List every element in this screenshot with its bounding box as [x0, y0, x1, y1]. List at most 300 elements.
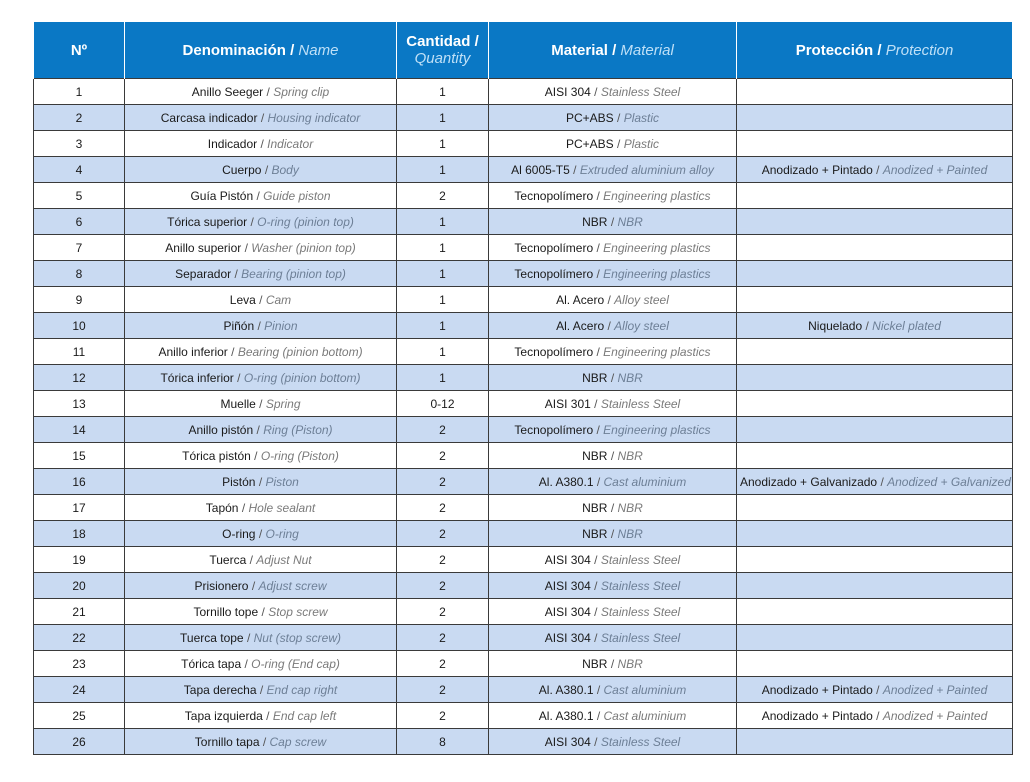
- part-material-en: Alloy steel: [614, 318, 669, 333]
- part-material-es: AISI 304: [544, 84, 591, 99]
- part-quantity: 2: [439, 448, 446, 463]
- part-material-es: AISI 304: [544, 578, 591, 593]
- part-material-es: Al. Acero: [556, 292, 605, 307]
- part-name-es: Tapa derecha: [183, 682, 257, 697]
- part-quantity: 2: [439, 188, 446, 203]
- cell-separator: /: [262, 708, 273, 723]
- cell-quantity: [397, 547, 489, 573]
- part-name-en: O-ring (pinion top): [257, 214, 354, 229]
- header-material-en: Material: [620, 41, 674, 59]
- header-name-en: Name: [298, 41, 339, 59]
- part-material-en: Cast aluminium: [603, 474, 687, 489]
- cell-material: [489, 573, 737, 599]
- cell-separator: /: [256, 682, 267, 697]
- part-number: 9: [75, 292, 83, 307]
- part-quantity: 2: [439, 708, 446, 723]
- cell-separator: /: [255, 396, 266, 411]
- cell-separator: /: [590, 396, 601, 411]
- part-material-es: Al. A380.1: [538, 474, 594, 489]
- part-quantity: 1: [439, 110, 446, 125]
- cell-separator: /: [593, 708, 604, 723]
- table-row: [34, 495, 1013, 521]
- cell-quantity: [397, 391, 489, 417]
- cell-separator: /: [231, 266, 242, 281]
- cell-material: [489, 599, 737, 625]
- part-name-en: Spring clip: [273, 84, 330, 99]
- part-material-en: Engineering plastics: [603, 188, 711, 203]
- cell-quantity: [397, 443, 489, 469]
- cell-separator: /: [607, 448, 618, 463]
- part-name-en: Ring (Piston): [263, 422, 333, 437]
- cell-separator: /: [590, 578, 601, 593]
- part-name-es: Indicador: [207, 136, 258, 151]
- cell-material: [489, 261, 737, 287]
- part-name-es: Muelle: [220, 396, 256, 411]
- cell-protection: [737, 417, 1013, 443]
- cell-material: [489, 495, 737, 521]
- cell-separator: /: [255, 526, 266, 541]
- cell-name: [125, 417, 397, 443]
- cell-material: [489, 469, 737, 495]
- part-name-es: Pistón: [222, 474, 256, 489]
- cell-separator: /: [259, 734, 270, 749]
- part-material-es: AISI 301: [544, 396, 591, 411]
- part-number: 4: [75, 162, 83, 177]
- cell-quantity: [397, 105, 489, 131]
- cell-material: [489, 287, 737, 313]
- cell-material: [489, 339, 737, 365]
- cell-name: [125, 573, 397, 599]
- part-number: 13: [72, 396, 86, 411]
- part-name-en: Spring: [265, 396, 301, 411]
- cell-separator: /: [227, 344, 238, 359]
- header-name: [125, 22, 397, 79]
- part-material-es: Tecnopolímero: [514, 344, 594, 359]
- cell-name: [125, 677, 397, 703]
- part-number: 10: [72, 318, 86, 333]
- part-material-en: Stainless Steel: [600, 578, 681, 593]
- cell-number: [34, 391, 125, 417]
- cell-protection: [737, 625, 1013, 651]
- part-material-es: NBR: [582, 448, 608, 463]
- table-row: [34, 573, 1013, 599]
- part-material-es: PC+ABS: [565, 136, 614, 151]
- part-name-en: Bearing (pinion bottom): [237, 344, 363, 359]
- cell-separator: /: [257, 136, 268, 151]
- part-material-en: Stainless Steel: [600, 604, 681, 619]
- part-material-es: Al. A380.1: [538, 708, 594, 723]
- part-name-es: Leva: [229, 292, 256, 307]
- cell-quantity: [397, 339, 489, 365]
- table-header: [34, 22, 1013, 79]
- part-number: 12: [72, 370, 86, 385]
- cell-separator: /: [877, 474, 888, 489]
- table-row: [34, 157, 1013, 183]
- part-material-en: Stainless Steel: [600, 552, 681, 567]
- cell-number: [34, 339, 125, 365]
- header-quantity: [397, 22, 489, 79]
- cell-separator: /: [604, 292, 615, 307]
- cell-separator: /: [569, 162, 580, 177]
- cell-separator: /: [263, 84, 274, 99]
- part-material-es: AISI 304: [544, 734, 591, 749]
- cell-number: [34, 131, 125, 157]
- cell-protection: [737, 599, 1013, 625]
- cell-quantity: [397, 131, 489, 157]
- cell-separator: /: [593, 240, 604, 255]
- part-number: 24: [72, 682, 86, 697]
- part-name-en: O-ring (pinion bottom): [243, 370, 361, 385]
- part-protection-es: Anodizado + Pintado: [761, 708, 877, 723]
- cell-separator: /: [247, 214, 258, 229]
- header-protection-sep: /: [873, 41, 886, 59]
- cell-protection: [737, 495, 1013, 521]
- part-name-es: Anillo Seeger: [191, 84, 264, 99]
- part-number: 8: [75, 266, 83, 281]
- cell-quantity: [397, 729, 489, 755]
- table-row: [34, 235, 1013, 261]
- part-name-en: Cam: [265, 292, 292, 307]
- part-name-es: Tapón: [205, 500, 239, 515]
- part-protection-es: Niquelado: [808, 318, 863, 333]
- part-quantity: 2: [439, 656, 446, 671]
- part-number: 18: [72, 526, 86, 541]
- cell-material: [489, 105, 737, 131]
- part-number: 2: [75, 110, 83, 125]
- cell-name: [125, 183, 397, 209]
- cell-separator: /: [243, 630, 254, 645]
- cell-separator: /: [246, 552, 257, 567]
- cell-separator: /: [593, 682, 604, 697]
- part-protection-es: Anodizado + Pintado: [761, 682, 877, 697]
- cell-separator: /: [590, 734, 601, 749]
- cell-number: [34, 365, 125, 391]
- part-number: 6: [75, 214, 83, 229]
- cell-number: [34, 547, 125, 573]
- cell-separator: /: [258, 604, 269, 619]
- cell-material: [489, 183, 737, 209]
- part-quantity: 2: [439, 630, 446, 645]
- cell-separator: /: [238, 500, 249, 515]
- cell-protection: [737, 703, 1013, 729]
- cell-material: [489, 157, 737, 183]
- part-material-es: NBR: [582, 370, 608, 385]
- cell-protection: [737, 157, 1013, 183]
- cell-name: [125, 443, 397, 469]
- part-name-en: Cap screw: [269, 734, 327, 749]
- cell-separator: /: [593, 266, 604, 281]
- part-name-es: Tuerca: [209, 552, 247, 567]
- part-material-es: Tecnopolímero: [514, 188, 594, 203]
- table-row: [34, 677, 1013, 703]
- header-number: Nº: [34, 22, 125, 79]
- table-row: [34, 417, 1013, 443]
- cell-protection: [737, 131, 1013, 157]
- header-material: [489, 22, 737, 79]
- part-material-en: Alloy steel: [614, 292, 669, 307]
- part-material-en: NBR: [617, 656, 643, 671]
- cell-quantity: [397, 625, 489, 651]
- cell-material: [489, 677, 737, 703]
- part-material-es: AISI 304: [544, 630, 591, 645]
- part-quantity: 2: [439, 422, 446, 437]
- cell-name: [125, 313, 397, 339]
- cell-name: [125, 365, 397, 391]
- cell-name: [125, 105, 397, 131]
- part-number: 5: [75, 188, 83, 203]
- cell-separator: /: [607, 526, 618, 541]
- part-number: 11: [72, 344, 86, 359]
- cell-number: [34, 703, 125, 729]
- cell-number: [34, 651, 125, 677]
- cell-quantity: [397, 157, 489, 183]
- part-material-en: NBR: [617, 526, 643, 541]
- cell-material: [489, 651, 737, 677]
- cell-name: [125, 625, 397, 651]
- cell-name: [125, 599, 397, 625]
- part-material-es: Tecnopolímero: [514, 266, 594, 281]
- part-number: 3: [75, 136, 83, 151]
- cell-quantity: [397, 469, 489, 495]
- cell-separator: /: [261, 162, 272, 177]
- cell-separator: /: [593, 474, 604, 489]
- part-quantity: 2: [439, 500, 446, 515]
- part-material-es: Tecnopolímero: [514, 240, 594, 255]
- table-row: [34, 547, 1013, 573]
- part-quantity: 1: [439, 370, 446, 385]
- part-quantity: 1: [439, 214, 446, 229]
- part-number: 17: [72, 500, 86, 515]
- part-name-es: Separador: [175, 266, 232, 281]
- part-number: 19: [72, 552, 86, 567]
- cell-separator: /: [255, 292, 266, 307]
- part-name-es: Tornillo tapa: [194, 734, 260, 749]
- cell-protection: [737, 183, 1013, 209]
- cell-quantity: [397, 703, 489, 729]
- cell-material: [489, 625, 737, 651]
- cell-number: [34, 287, 125, 313]
- header-quantity-es: Cantidad /: [406, 33, 479, 50]
- cell-protection: [737, 677, 1013, 703]
- part-protection-en: Anodized + Painted: [882, 162, 988, 177]
- part-material-en: Cast aluminium: [603, 682, 687, 697]
- part-name-es: Cuerpo: [222, 162, 262, 177]
- cell-protection: [737, 469, 1013, 495]
- cell-quantity: [397, 495, 489, 521]
- part-material-en: Engineering plastics: [603, 422, 711, 437]
- cell-separator: /: [241, 656, 252, 671]
- part-material-es: AISI 304: [544, 552, 591, 567]
- cell-protection: [737, 209, 1013, 235]
- part-quantity: 1: [439, 344, 446, 359]
- cell-separator: /: [241, 240, 252, 255]
- cell-separator: /: [613, 136, 624, 151]
- cell-quantity: [397, 521, 489, 547]
- cell-protection: [737, 729, 1013, 755]
- part-number: 21: [72, 604, 86, 619]
- cell-name: [125, 79, 397, 105]
- part-protection-en: Nickel plated: [872, 318, 941, 333]
- cell-quantity: [397, 417, 489, 443]
- cell-quantity: [397, 183, 489, 209]
- cell-number: [34, 105, 125, 131]
- cell-separator: /: [876, 682, 883, 697]
- cell-number: [34, 313, 125, 339]
- part-quantity: 1: [439, 318, 446, 333]
- part-name-es: Tórica pistón: [182, 448, 251, 463]
- cell-name: [125, 469, 397, 495]
- cell-protection: [737, 651, 1013, 677]
- part-name-en: Adjust screw: [258, 578, 327, 593]
- cell-quantity: [397, 677, 489, 703]
- header-protection-en: Protection: [885, 41, 954, 59]
- part-name-en: Stop screw: [268, 604, 328, 619]
- cell-protection: [737, 443, 1013, 469]
- part-name-es: Tórica tapa: [181, 656, 242, 671]
- cell-number: [34, 157, 125, 183]
- table-row: [34, 599, 1013, 625]
- part-material-es: Al 6005-T5: [511, 162, 570, 177]
- part-protection-en: Anodized + Painted: [882, 708, 988, 723]
- part-material-es: NBR: [582, 500, 608, 515]
- cell-separator: /: [593, 344, 604, 359]
- part-material-en: Engineering plastics: [603, 266, 711, 281]
- cell-protection: [737, 365, 1013, 391]
- cell-quantity: [397, 651, 489, 677]
- part-quantity: 2: [439, 604, 446, 619]
- table-row: [34, 651, 1013, 677]
- cell-name: [125, 235, 397, 261]
- header-material-es: Material: [551, 41, 608, 59]
- cell-name: [125, 157, 397, 183]
- cell-quantity: [397, 79, 489, 105]
- cell-separator: /: [876, 708, 883, 723]
- cell-quantity: [397, 599, 489, 625]
- parts-table-container: [33, 22, 1012, 755]
- part-material-en: Stainless Steel: [600, 396, 681, 411]
- cell-quantity: [397, 287, 489, 313]
- table-row: [34, 79, 1013, 105]
- cell-separator: /: [590, 84, 601, 99]
- cell-material: [489, 235, 737, 261]
- cell-number: [34, 677, 125, 703]
- part-name-es: Tornillo tope: [193, 604, 259, 619]
- part-quantity: 1: [439, 84, 446, 99]
- part-name-en: Hole sealant: [248, 500, 316, 515]
- part-quantity: 1: [439, 240, 446, 255]
- cell-separator: /: [248, 578, 259, 593]
- part-material-es: AISI 304: [544, 604, 591, 619]
- cell-material: [489, 521, 737, 547]
- part-name-es: Prisionero: [194, 578, 249, 593]
- cell-name: [125, 339, 397, 365]
- cell-protection: [737, 105, 1013, 131]
- cell-material: [489, 443, 737, 469]
- cell-number: [34, 729, 125, 755]
- part-number: 20: [72, 578, 86, 593]
- part-quantity: 2: [439, 552, 446, 567]
- part-quantity: 1: [439, 292, 446, 307]
- cell-name: [125, 495, 397, 521]
- header-name-es: Denominación: [182, 41, 286, 59]
- header-name-sep: /: [285, 41, 299, 59]
- part-quantity: 0-12: [430, 396, 455, 411]
- part-number: 14: [72, 422, 86, 437]
- cell-separator: /: [233, 370, 244, 385]
- part-quantity: 2: [439, 474, 446, 489]
- cell-separator: /: [255, 474, 266, 489]
- part-quantity: 8: [439, 734, 446, 749]
- part-material-en: Engineering plastics: [603, 240, 711, 255]
- part-material-es: NBR: [582, 214, 608, 229]
- table-row: [34, 625, 1013, 651]
- cell-number: [34, 417, 125, 443]
- part-name-en: Pinion: [264, 318, 298, 333]
- part-name-es: Anillo inferior: [158, 344, 228, 359]
- table-row: [34, 365, 1013, 391]
- part-name-es: Tórica inferior: [160, 370, 234, 385]
- part-material-en: NBR: [617, 214, 643, 229]
- header-protection-es: Protección: [795, 41, 874, 59]
- part-material-es: PC+ABS: [565, 110, 614, 125]
- table-body: [34, 79, 1013, 755]
- part-name-es: Anillo pistón: [188, 422, 254, 437]
- part-name-en: Indicator: [267, 136, 314, 151]
- part-name-es: Guía Pistón: [190, 188, 254, 203]
- part-quantity: 2: [439, 578, 446, 593]
- cell-protection: [737, 339, 1013, 365]
- part-number: 16: [72, 474, 86, 489]
- cell-separator: /: [254, 318, 265, 333]
- part-material-en: Engineering plastics: [603, 344, 711, 359]
- part-quantity: 2: [439, 682, 446, 697]
- cell-separator: /: [590, 630, 601, 645]
- table-row: [34, 521, 1013, 547]
- part-material-en: Plastic: [623, 136, 660, 151]
- cell-name: [125, 261, 397, 287]
- table-row: [34, 339, 1013, 365]
- cell-number: [34, 625, 125, 651]
- cell-protection: [737, 573, 1013, 599]
- part-material-en: Cast aluminium: [603, 708, 687, 723]
- cell-separator: /: [876, 162, 883, 177]
- cell-protection: [737, 521, 1013, 547]
- part-name-en: Washer (pinion top): [251, 240, 356, 255]
- cell-name: [125, 703, 397, 729]
- cell-material: [489, 391, 737, 417]
- table-row: [34, 261, 1013, 287]
- cell-protection: [737, 287, 1013, 313]
- cell-separator: /: [613, 110, 624, 125]
- part-name-en: O-ring (End cap): [251, 656, 340, 671]
- part-material-en: Plastic: [623, 110, 660, 125]
- part-quantity: 1: [439, 162, 446, 177]
- part-quantity: 1: [439, 266, 446, 281]
- cell-separator: /: [250, 448, 261, 463]
- cell-number: [34, 599, 125, 625]
- parts-table: [33, 22, 1013, 755]
- part-material-es: Al. Acero: [556, 318, 605, 333]
- part-name-en: Nut (stop screw): [253, 630, 341, 645]
- part-name-es: Tuerca tope: [180, 630, 244, 645]
- table-row: [34, 729, 1013, 755]
- cell-quantity: [397, 235, 489, 261]
- table-row: [34, 469, 1013, 495]
- part-material-en: NBR: [617, 500, 643, 515]
- part-name-en: Body: [271, 162, 299, 177]
- cell-number: [34, 573, 125, 599]
- part-number: 7: [75, 240, 83, 255]
